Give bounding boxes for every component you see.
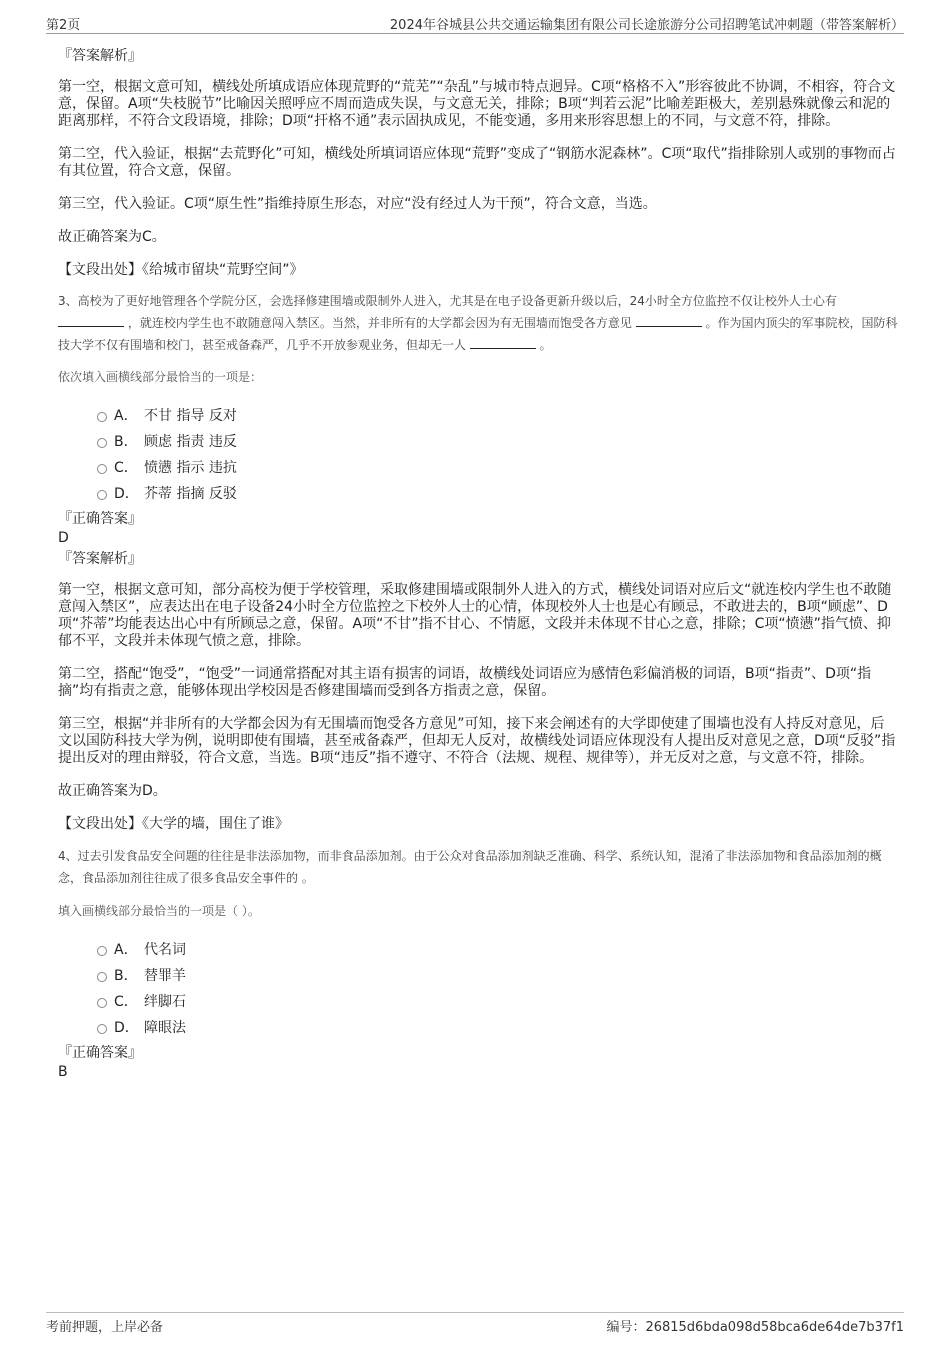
option-text: 芥蒂 指摘 反驳 [144,486,237,502]
question-instruction: 填入画横线部分最恰当的一项是（ ）。 [58,904,260,918]
stem-text: 。 [539,338,552,352]
answer-conclusion: 故正确答案为C。 [58,229,166,245]
option-text: 绊脚石 [144,994,186,1010]
option-text: 顾虑 指责 违反 [144,434,237,450]
correct-answer: D [58,530,69,546]
option-letter: B． [114,968,138,984]
option-c[interactable] [58,989,898,1015]
analysis-label: 『答案解析』 [58,551,142,567]
analysis-paragraph: 第一空，根据文意可知，横线处所填成语应体现荒野的“荒芜”“杂乱”与城市特点迥异。C项“格格不入”形容彼此不协调，不相容，符合文意，保留。A项“失枝脱节”比喻因关照呼应不周而造成失误，与文意无关，排除；B项“判若云泥”比喻差距极大，差别悬殊就像云和泥的距离那样，不符合文段语境，排除；D项“扞格不通”表示固执成见，不能变通，多用来形容思想上的不同，与文意不符，排除。 [58,79,896,129]
page-number: 第2页 [46,18,81,33]
fill-blank [58,314,124,327]
page-header [46,13,904,34]
stem-text: ，就连校内学生也不敢随意闯入禁区。当然，并非所有的大学都会因为有无围墙而饱受各方意见 [127,316,632,330]
radio-icon[interactable] [97,412,107,422]
analysis-paragraph: 第二空，搭配“饱受”，“饱受”一词通常搭配对其主语有损害的词语，故横线处词语应为感情色彩偏消极的词语，B项“指责”、D项“指摘”均有指责之意，能够体现出学校因是否修建围墙而受到各方指责之意，保留。 [58,666,872,699]
page-footer [46,1312,904,1335]
radio-icon[interactable] [97,1024,107,1034]
footer-slogan: 考前押题，上岸必备 [46,1320,164,1335]
analysis-paragraph: 第二空，代入验证，根据“去荒野化”可知，横线处所填词语应体现“荒野”变成了“钢筋水泥森林”。C项“取代”指排除别人或别的事物而占有其位置，符合文意，保留。 [58,146,896,179]
radio-icon[interactable] [97,490,107,500]
radio-icon[interactable] [97,464,107,474]
document-title: 2024年谷城县公共交通运输集团有限公司长途旅游分公司招聘笔试冲刺题（带答案解析） [389,18,904,33]
question-instruction: 依次填入画横线部分最恰当的一项是： [58,370,263,384]
option-b[interactable] [58,429,898,455]
analysis-paragraph: 第三空，根据“并非所有的大学都会因为有无围墙而饱受各方意见”可知，接下来会阐述有的大学即使建了围墙也没有人持反对意见，后文以国防科技大学为例，说明即使有围墙，甚至戒备森严，但却无人反对，故横线处词语应体现没有人提出反对意见之意，D项“反驳”指提出反对的理由辩驳，符合文意，当选。B项“违反”指不遵守、不符合（法规、规程、规律等），并无反对之意，与文意不符，排除。 [58,716,896,766]
radio-icon[interactable] [97,998,107,1008]
option-letter: C． [114,994,138,1010]
option-b[interactable] [58,963,898,989]
fill-blank [636,314,702,327]
analysis-paragraph: 第三空，代入验证。C项“原生性”指维持原生形态，对应“没有经过人为干预”，符合文意，当选。 [58,196,657,212]
option-a[interactable] [58,403,898,429]
option-d[interactable] [58,1015,898,1041]
option-letter: D． [114,1020,139,1036]
option-letter: C． [114,460,138,476]
option-list [58,937,898,1041]
option-list [58,403,898,507]
analysis-paragraph: 第一空，根据文意可知，部分高校为便于学校管理，采取修建围墙或限制外人进入的方式，横线处词语对应后文“就连校内学生也不敢随意闯入禁区”，应表达出在电子设备24小时全方位监控之下校外人士的心情，体现校外人士也是心有顾忌，不敢进去的，B项“顾虑”、D项“芥蒂”均能表达出心中有所顾忌之意，保留。A项“不甘”指不甘心、不情愿，文段并未体现不甘心之意，排除；C项“愤懑”指气愤、抑郁不平，文段并未体现气愤之意，排除。 [58,582,892,649]
question-stem: 4、过去引发食品安全问题的往往是非法添加物，而非食品添加剂。由于公众对食品添加剂缺乏准确、科学、系统认知，混淆了非法添加物和食品添加剂的概念，食品添加剂往往成了很多食品安全事件的 。 [58,849,882,885]
passage-source: 【文段出处】《给城市留块“荒野空间”》 [58,262,304,278]
option-a[interactable] [58,937,898,963]
document-serial: 编号：26815d6bda098d58bca6de64de7b37f1 [606,1320,904,1335]
option-letter: A． [114,942,138,958]
option-text: 障眼法 [144,1020,186,1036]
passage-source: 【文段出处】《大学的墙，围住了谁》 [58,816,289,832]
correct-answer: B [58,1064,68,1080]
page-content [58,48,898,1081]
correct-answer-label: 『正确答案』 [58,1045,142,1061]
analysis-label: 『答案解析』 [58,48,142,64]
stem-text: 3、高校为了更好地管理各个学院分区，会选择修建围墙或限制外人进入，尤其是在电子设备更新升级以后，24小时全方位监控不仅让校外人士心有 [58,294,837,308]
option-letter: B． [114,434,138,450]
option-d[interactable] [58,481,898,507]
option-text: 替罪羊 [144,968,186,984]
option-c[interactable] [58,455,898,481]
radio-icon[interactable] [97,438,107,448]
question-stem [58,290,898,356]
option-text: 不甘 指导 反对 [144,408,237,424]
correct-answer-label: 『正确答案』 [58,511,142,527]
option-letter: A． [114,408,138,424]
option-letter: D． [114,486,139,502]
fill-blank [470,336,536,349]
option-text: 代名词 [144,942,186,958]
stem-text: 。作为国内顶尖的军事院校，国防科技大学不仅有围墙和校门，甚至戒备森严，几乎不开放参观业务，但却无一人 [58,316,898,352]
radio-icon[interactable] [97,946,107,956]
option-text: 愤懑 指示 违抗 [144,460,237,476]
answer-conclusion: 故正确答案为D。 [58,783,167,799]
radio-icon[interactable] [97,972,107,982]
